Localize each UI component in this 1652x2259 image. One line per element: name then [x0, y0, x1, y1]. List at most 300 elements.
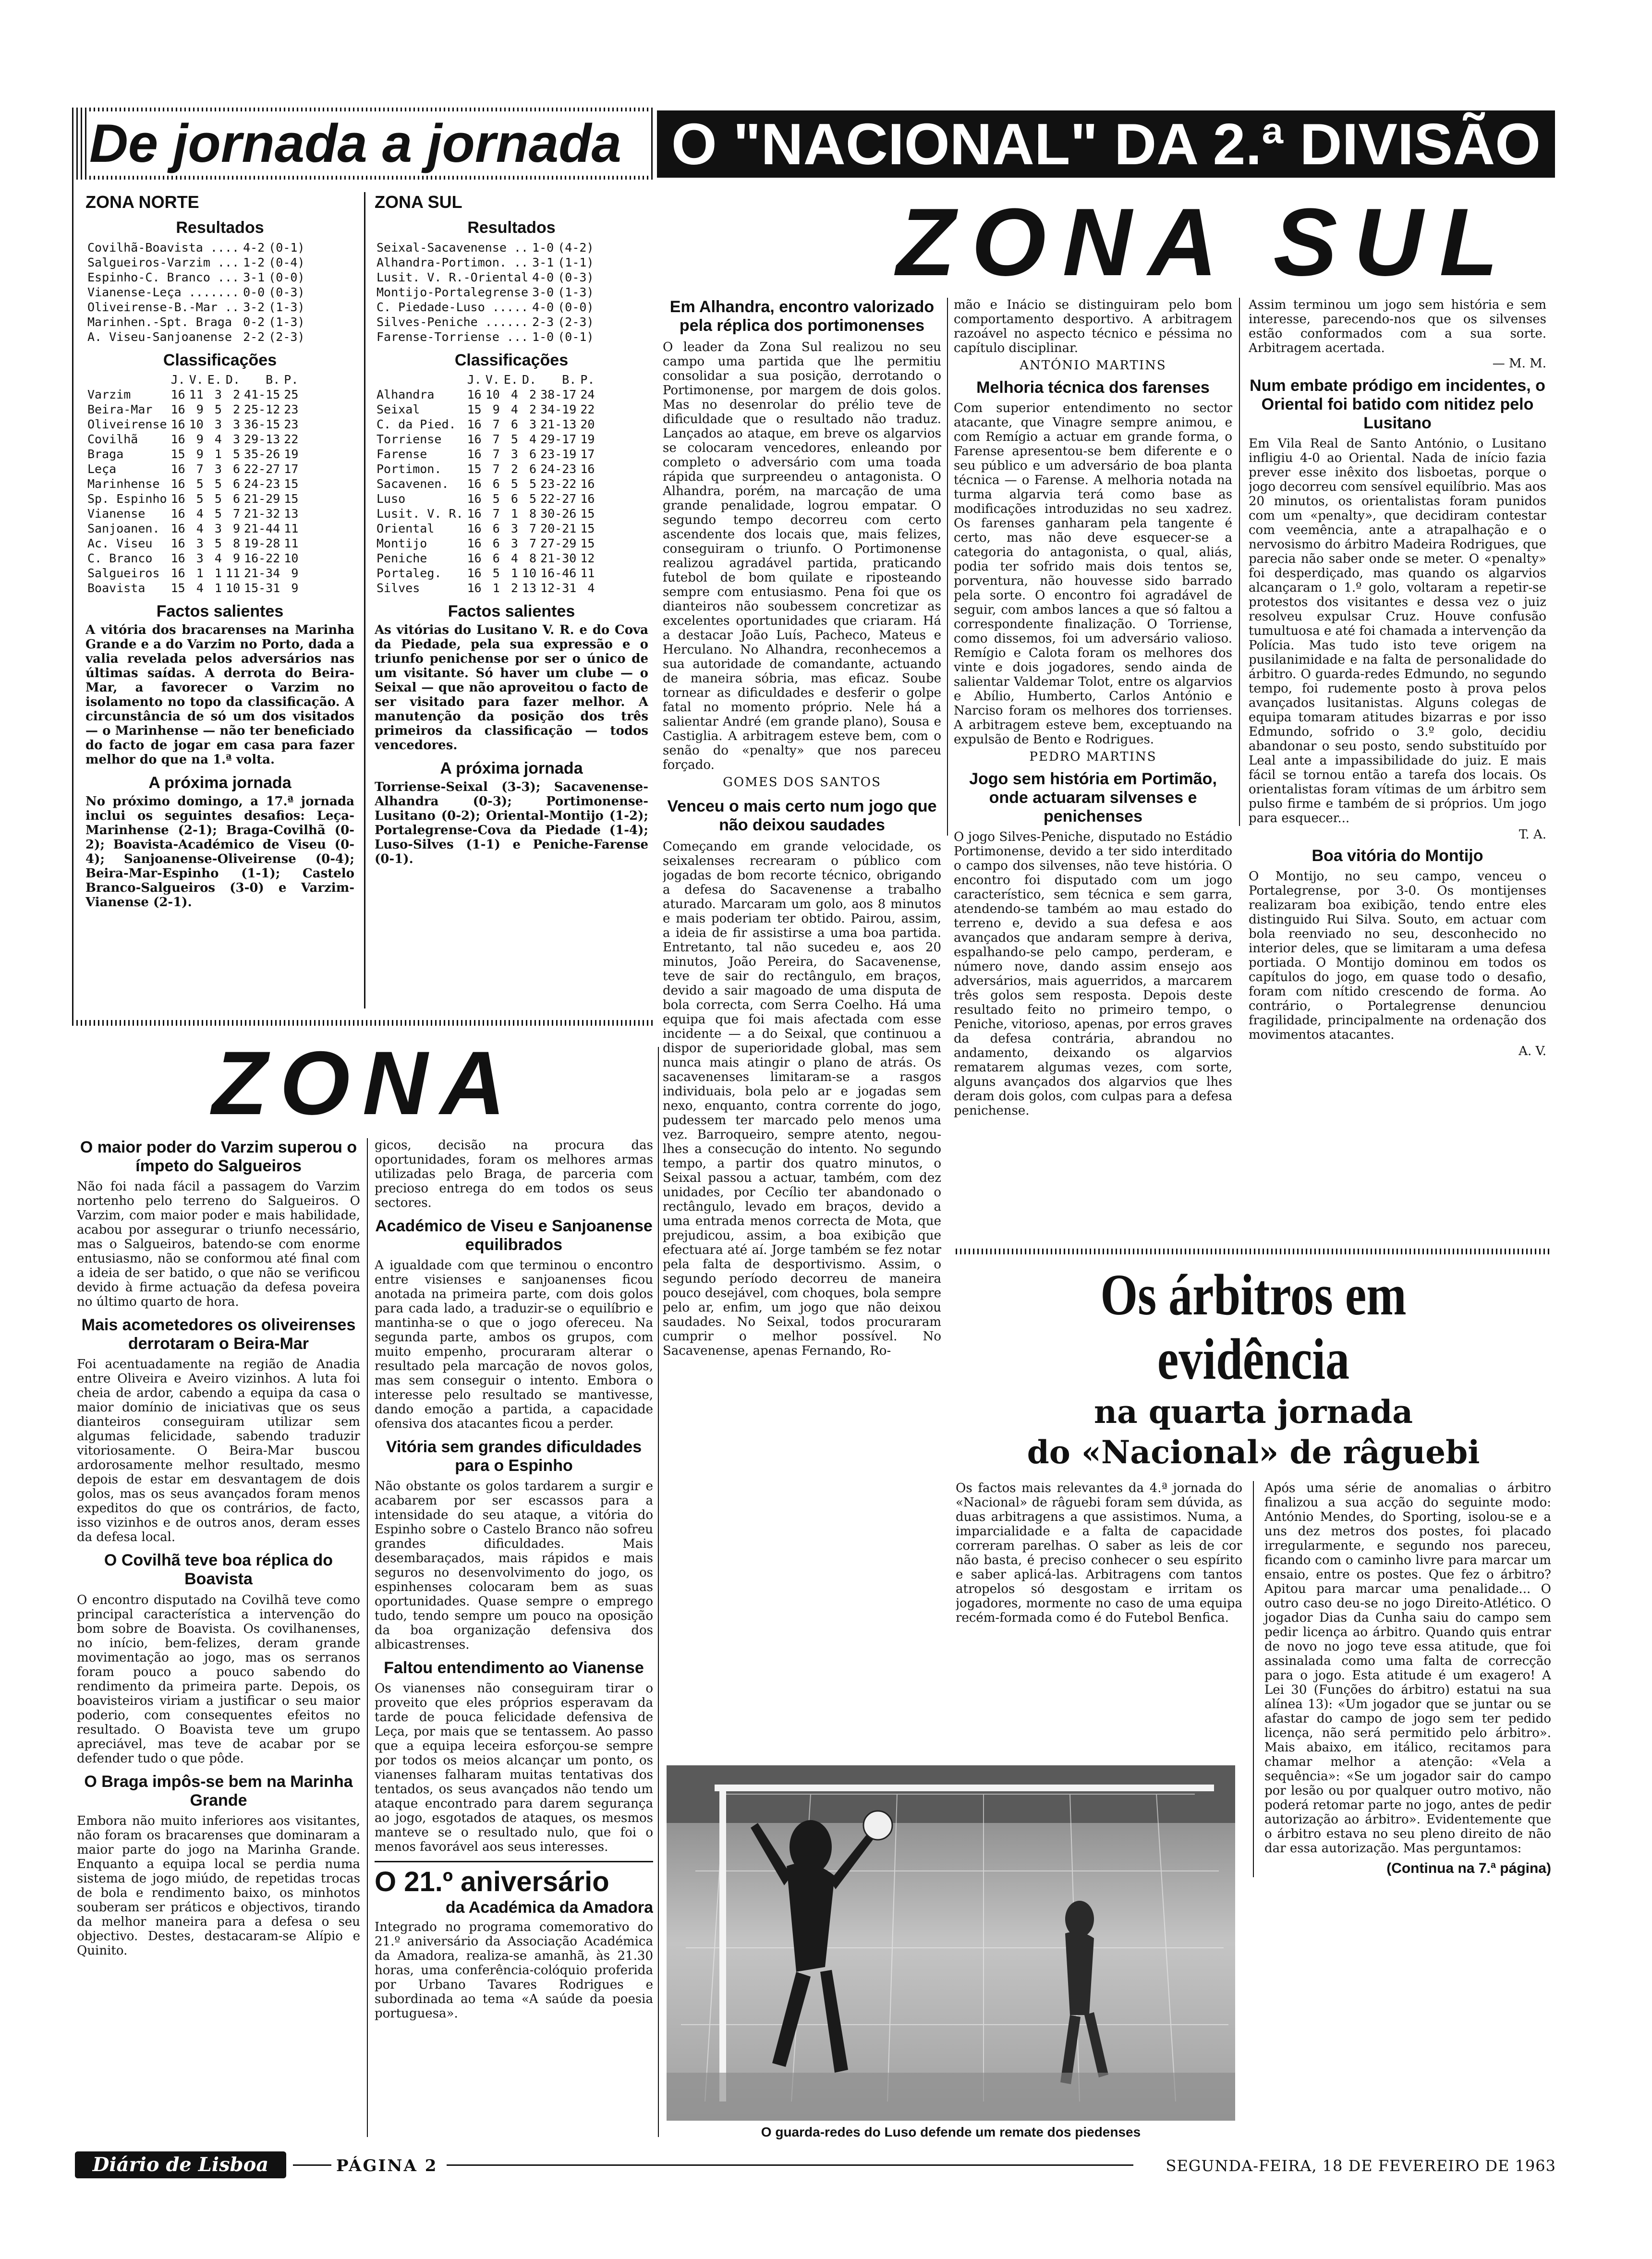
table-cell: 3: [196, 551, 204, 565]
table-cell: 3: [510, 521, 518, 535]
table-cell: J.: [170, 372, 185, 387]
column-divider: [658, 1047, 659, 2137]
table-cell: 12-31: [540, 581, 577, 595]
table-cell: 6: [510, 491, 518, 506]
table-cell: 4: [196, 581, 204, 595]
table-cell: Covilhã: [87, 432, 138, 446]
table-cell: 16: [467, 521, 482, 535]
table-cell: 15: [284, 476, 299, 491]
table-cell: Silves-Peniche ......: [377, 315, 529, 329]
table-cell: (0-0): [268, 270, 305, 285]
table-cell: Oliveirense: [87, 417, 167, 431]
article-body: O jogo Silves-Peniche, disputado no Estádio Portimonense, devido a ter sido interditado o campo dos silvenses, não teve história. O encontro foi disputado com um jogo característico, sem técnica e sem garra, atendendo-se também ao mau estado do terreno e, devido a sua defesa e aos avançados que andaram sempre à deriva, espalhando-se pelo campo, perderam, e número nove, dando assim ensejo aos adversários, mais aguerridos, a marcarem três golos sem resposta. Depois deste resultado feito no primeiro tempo, o Peniche, vitorioso, apenas, por erros graves da defesa contrária, abrandou no andamento, deixando os algarvios rematarem algumas vezes, com sorte, alguns avançados dos algarvios que lhes deram dois golos, com culpas para a defesa penichense.: [954, 830, 1232, 1118]
table-cell: 15: [467, 402, 482, 416]
table-cell: 23: [284, 402, 299, 416]
table-cell: Leça: [87, 462, 117, 476]
separator: [375, 1861, 653, 1862]
article-headline: Venceu o mais certo num jogo que não deixou saudades: [667, 797, 937, 835]
table-cell: 6: [232, 476, 241, 491]
table-cell: 2: [232, 387, 241, 401]
article-headline: O 21.º aniversário: [375, 1866, 609, 1898]
table-cell: 15: [170, 447, 185, 461]
table-cell: 3-0: [532, 285, 554, 300]
article-headline: Vitória sem grandes dificuldades para o Espinho: [386, 1438, 642, 1475]
table-cell: B.: [562, 372, 577, 387]
table-cell: 1: [510, 566, 518, 580]
table-cell: 22: [284, 432, 299, 446]
table-cell: 21-34: [244, 566, 280, 580]
zona-sul-big: ZONA SUL: [896, 189, 1515, 296]
article-body: Em Vila Real de Santo António, o Lusitano infligiu 4-0 ao Oriental. Nada de início fazia prever esse inêxito dos lisboetas, porque o jogo decorreu com sensível equilíbrio. Mas aos 20 minutos, os orientalistas foram punidos com um «penalty», que decidiram contestar com veemência, ante a atrapalhação e o nervosismo do árbitro Madeira Rodrigues, que parecia não saber onde se meter. O «penalty» foi desperdiçado, mas quando os algarvios alcançaram o 1.º golo, voltaram a repetir-se protestos dos visitantes e dessa vez o juiz resolveu expulsar Cruz. Houve confusão tumultuosa e até foi chamada a intervenção da Polícia. Mas tudo isto teve origem na pusilanimidade e na falta de personalidade do árbitro. O guarda-redes Edmundo, no segundo tempo, foi rudemente posto à prova pelos avançados lusitanistas. Alguns colegas de equipa tomaram atitudes bizarras e por isso Edmundo, sofrido o 3.º golo, decidiu abandonar o seu posto, sendo substituído por Leal ante a impassibilidade do juiz. E mais fácil se tornou então a tarefa dos locais. Os orientalistas foram vítimas de um árbitro sem pulso firme e também de si próprios. Um jogo para esquecer...: [1249, 437, 1546, 826]
result-row: [85, 300, 307, 315]
factos-label: Factos salientes: [448, 602, 575, 620]
table-cell: 5: [492, 491, 500, 506]
norte-article-col-2: [375, 1138, 653, 2142]
article-signature: ANTÓNIO MARTINS: [1020, 358, 1166, 373]
zona-norte-big: ZONA: [212, 1032, 518, 1133]
article-headline: Boa vitória do Montijo: [1312, 847, 1483, 865]
table-cell: 16: [170, 566, 185, 580]
results-label: Resultados: [467, 219, 556, 237]
table-cell: 16: [170, 491, 185, 506]
table-cell: 1: [492, 581, 500, 595]
table-cell: 16: [467, 387, 482, 401]
table-cell: Oriental: [377, 521, 435, 535]
proxima-text: Torriense-Seixal (3-3); Sacavenense-Alhandra (0-3); Portimonense-Lusitano (0-2); Oriental-Montijo (1-2); Portalegrense-Cova da Piedade (1-4); Luso-Silves (1-1) e Peniche-Farense (0-1).: [375, 779, 648, 866]
table-cell: 2-2: [243, 330, 265, 344]
table-cell: 5: [492, 566, 500, 580]
proxima-label: A próxima jornada: [440, 759, 583, 777]
table-cell: (2-3): [558, 315, 594, 329]
table-cell: 6: [492, 551, 500, 565]
table-cell: 10: [189, 417, 204, 431]
article-headline: O Covilhã teve boa réplica do Boavista: [104, 1551, 333, 1589]
table-cell: 15: [580, 521, 595, 535]
table-cell: 23-22: [540, 476, 577, 491]
table-cell: 3: [196, 536, 204, 550]
table-cell: 19: [580, 432, 595, 446]
article-headline: Em Alhandra, encontro valorizado pela réplica dos portimonenses: [669, 298, 935, 335]
table-cell: 2: [232, 402, 241, 416]
proxima-label: A próxima jornada: [148, 773, 292, 792]
table-cell: 1-0: [532, 241, 554, 255]
footer-rule: [293, 2164, 331, 2166]
table-cell: 5: [196, 476, 204, 491]
table-cell: 22-27: [540, 491, 577, 506]
table-cell: 24-23: [244, 476, 280, 491]
column-divider: [367, 1138, 368, 2137]
article-body: Foi acentuadamente na região de Anadia entre Oliveira e Aveiro vizinhos. A luta foi cheia de ardor, cabendo a equipa da casa o maior domínio de iniciativas que os seus dianteiros conseguiram utilizar sem algumas felicidade, sabendo traduzir vitoriosamente. O Beira-Mar buscou ardorosamente melhor resultado, mesmo depois de estar em desvantagem de dois golos, mas os seus avançados foram menos expeditos do que os contrários, de facto, isso vizinhos e de outros anos, deram esses da defesa local.: [77, 1357, 360, 1545]
table-cell: 16-46: [540, 566, 577, 580]
table-cell: 16: [170, 506, 185, 521]
sports-photo: [667, 1765, 1235, 2121]
result-row: [85, 270, 307, 285]
table-cell: Farense-Torriense ...: [377, 330, 529, 344]
class-label: Classificações: [163, 351, 277, 370]
table-cell: 1: [214, 581, 222, 595]
table-cell: (1-3): [268, 300, 305, 315]
table-cell: Ac. Viseu: [87, 536, 153, 550]
table-cell: Farense: [377, 447, 427, 461]
table-cell: 15: [580, 506, 595, 521]
table-cell: 8: [529, 551, 537, 565]
table-cell: 6: [529, 462, 537, 476]
table-cell: 7: [492, 417, 500, 431]
table-cell: D.: [522, 372, 537, 387]
classification-row: [375, 417, 596, 432]
banner-title: [657, 110, 1555, 178]
table-cell: 5: [214, 506, 222, 521]
results-table: [85, 240, 307, 344]
table-cell: A. Viseu-Sanjoanense: [87, 330, 232, 344]
article-signature: PEDRO MARTINS: [1029, 750, 1157, 765]
table-cell: 2-3: [532, 315, 554, 329]
table-cell: 7: [529, 536, 537, 550]
table-cell: C. da Pied.: [377, 417, 456, 431]
classification-row: [375, 536, 596, 551]
article-body: Os vianenses não conseguiram tirar o proveito que eles próprios esperavam da tarde de pouca felicidade defensiva de Leça, por mais que se tentassem. Ao passo que a equipa leceira esforçou-se sempre por todos os meios alcançar um ponto, os vianenses falharam muitas tentativas dos tentados, os seus avançados não tendo um ataque encontrado para darem segurança ao jogo, esgotados de ataques, os mesmos manteve se o resultado nulo, que foi o menos favorável aos seus interesses.: [375, 1681, 653, 1855]
table-cell: 15: [170, 581, 185, 595]
classification-row: [85, 536, 300, 551]
table-cell: Montijo: [377, 536, 427, 550]
table-cell: 4-0: [532, 270, 554, 285]
table-cell: 2: [510, 462, 518, 476]
table-cell: 0-0: [243, 285, 265, 300]
article-body: mão e Inácio se distinguiram pelo bom comportamento desportivo. A arbitragem razoável no aspecto técnico e péssima no capítulo disciplinar.: [954, 298, 1232, 355]
table-cell: 21-30: [540, 551, 577, 565]
table-cell: Lusit. V. R.-Oriental: [377, 270, 529, 285]
table-cell: 16: [580, 491, 595, 506]
classification-row: [85, 581, 300, 595]
article-body: Assim terminou um jogo sem história e sem interesse, parecendo-nos que os silvenses estão conformados com a sua sorte. Arbitragem acertada.: [1249, 298, 1546, 355]
table-cell: V.: [485, 372, 500, 387]
photo-caption: O guarda-redes do Luso defende um remate dos piedenses: [761, 2125, 1141, 2139]
classification-row: [375, 432, 596, 447]
zona-norte-stats: [85, 192, 354, 1018]
table-cell: 16: [467, 566, 482, 580]
table-cell: 16: [170, 417, 185, 431]
table-cell: 1: [214, 566, 222, 580]
classification-row: [375, 372, 596, 387]
table-cell: 11: [284, 521, 299, 535]
article-headline: Faltou entendimento ao Vianense: [384, 1659, 644, 1677]
article-subheadline: da Académica da Amadora: [445, 1898, 653, 1917]
result-row: [85, 255, 307, 270]
result-row: [375, 255, 596, 270]
table-cell: Alhandra-Portimon. ..: [377, 255, 529, 270]
section-title-text: De jornada a jornada: [89, 113, 621, 173]
article-signature: GOMES DOS SANTOS: [723, 775, 881, 790]
classification-row: [85, 551, 300, 566]
table-cell: 24: [580, 387, 595, 401]
table-cell: 3: [214, 417, 222, 431]
table-cell: 4: [510, 551, 518, 565]
table-cell: 38-17: [540, 387, 577, 401]
table-cell: E.: [503, 372, 518, 387]
table-cell: 6: [492, 536, 500, 550]
table-cell: Vianense: [87, 506, 146, 521]
table-cell: [85, 372, 169, 387]
rugby-subtitle-2: do «Nacional» de râguebi: [1027, 1433, 1480, 1471]
table-cell: 10: [485, 387, 500, 401]
table-cell: 22: [580, 402, 595, 416]
table-cell: 3: [232, 432, 241, 446]
table-cell: 9: [196, 432, 204, 446]
table-cell: 17: [284, 462, 299, 476]
result-row: [375, 285, 596, 300]
article-body: Não foi nada fácil a passagem do Varzim nortenho pelo terreno do Salgueiros. O Varzim, com maior poder e mais habilidade, acabou por assegurar o triunfo necessário, mas o Salgueiros, batendo-se com enorme entusiasmo, não se conformou até final com a ideia de ser batido, o que não se verificou devido à firme actuação da defesa poveira no último quarto de hora.: [77, 1179, 360, 1310]
table-cell: (0-1): [558, 330, 594, 344]
result-row: [375, 315, 596, 329]
table-cell: 2: [529, 402, 537, 416]
table-cell: 16: [467, 581, 482, 595]
article-body: O Montijo, no seu campo, venceu o Portalegrense, por 3-0. Os montijenses realizaram boa exibição, tendo entre eles distinguido Rui Silva. Souto, em actuar com bola reenviado no seu, desconhecido no interior deles, que se limitaram a uma defesa portiada. O Montijo dominou em todos os capítulos do jogo, em quase todo o desafio, foram com nítido crescendo de forma. Ao contrário, o Portalegrense denunciou fragilidade, principalmente na ordenação dos movimentos atacantes.: [1249, 869, 1546, 1043]
masthead-text: Diário de Lisboa: [92, 2153, 269, 2176]
table-cell: Salgueiros: [87, 566, 160, 580]
classification-row: [85, 417, 300, 432]
table-cell: 12: [580, 551, 595, 565]
table-cell: 21-32: [244, 506, 280, 521]
table-cell: (4-2): [558, 241, 594, 255]
table-cell: 3-1: [243, 270, 265, 285]
table-cell: 27-29: [540, 536, 577, 550]
article-body: Não obstante os golos tardarem a surgir e acabarem por ser escassos para a intensidade do seu ataque, a vitória do Espinho sobre o Castelo Branco não sofreu grandes dificuldades. Mais desembaraçados, mais rápidos e mais seguros no desenvolvimento do jogo, os espinhenses colocaram bem as suas oportunidades. Quase sempre o emprego tudo, tendo sempre um pouco na oposição da boa organização defensiva dos albicastrenses.: [375, 1479, 653, 1652]
table-cell: (0-3): [558, 270, 594, 285]
table-cell: 1-0: [532, 330, 554, 344]
table-cell: Seixal-Sacavenense ..: [377, 241, 529, 255]
table-cell: 7: [529, 521, 537, 535]
table-cell: 5: [214, 536, 222, 550]
table-cell: 6: [529, 447, 537, 461]
table-cell: 3-1: [532, 255, 554, 270]
table-cell: 21-29: [244, 491, 280, 506]
table-cell: P.: [580, 372, 595, 387]
table-cell: 11: [284, 536, 299, 550]
table-cell: 21-13: [540, 417, 577, 431]
table-cell: 16: [170, 551, 185, 565]
table-cell: 5: [232, 447, 241, 461]
classification-row: [85, 387, 300, 402]
table-cell: Oliveirense-B.-Mar ..: [87, 300, 240, 315]
article-headline: Jogo sem história em Portimão, onde actuaram silvenses e penichenses: [969, 770, 1217, 826]
rugby-top-border: [956, 1249, 1551, 1254]
classification-row: [85, 432, 300, 447]
table-cell: 16: [467, 432, 482, 446]
table-cell: (1-3): [268, 315, 305, 329]
rugby-col-2: Após uma série de anomalias o árbitro finalizou a sua acção do seguinte modo: António Mendes, do Sporting, isolou-se e a uns dez metros dos postes, foi placado irregularmente, e segundo nos pareceu, ficando com o caminho livre para marcar um ensaio, entre os postes. Que fez o árbitro? Apitou para marcar uma penalidade... O outro caso deu-se no jogo Direito-Atlético. O jogador Dias da Cunha saiu do campo sem pedir licença ao árbitro. Quando quis entrar de novo no jogo teve essa atitude, que foi assinalada como uma falta de correcção para o jogo. Esta atitude é um exagero! A Lei 30 (Funções do árbitro) estatui na sua alínea 13): «Um jogador que se juntar ou se afastar do campo de jogo sem ter pedido licença, não será permitido pelo árbitro». Mais abaixo, em itálico, recitamos para chamar melhor a atenção: «Vela a sequência»: «Se um jogador sair do campo por lesão ou por qualquer outro motivo, não poderá retomar parte no jogo, antes de pedir autorização ao árbitro». Evidentemente que o árbitro estava no seu pleno direito de não dar essa autorização. Mas perguntamos:: [1264, 1481, 1551, 1856]
result-row: [375, 300, 596, 315]
article-body: O encontro disputado na Covilhã teve como principal característica a intervenção do bom sobre de Boavista. Os covilhanenses, no início, bem-felizes, deram grande movimentação ao jogo, mas os serranos foram pouco a pouco sabendo do rendimento da primeira parte. Depois, os boavisteiros viriam a justificar o seu maior poderio, com consequentes efeitos no resultado. O Boavista teve um grupo apreciável, mas teve de acabar por se defender tudo o que pôde.: [77, 1592, 360, 1766]
result-row: [375, 240, 596, 255]
column-divider: [1253, 1481, 1254, 1877]
table-cell: 36-15: [244, 417, 280, 431]
result-row: [375, 270, 596, 285]
classification-row: [375, 566, 596, 581]
table-cell: 10: [225, 581, 241, 595]
table-cell: 4-2: [243, 241, 265, 255]
rugby-subtitle-1: na quarta jornada: [1094, 1393, 1413, 1431]
article-body: Integrado no programa comemorativo do 21.º aniversário da Associação Académica da Amadora, realiza-se amanhã, às 21.30 horas, uma conferência-colóquio proferida por Urbano Tavares Rodrigues e subordinada ao tema «A saúde da poesia portuguesa».: [375, 1920, 653, 2021]
article-body: A igualdade com que terminou o encontro entre visienses e sanjoanenses ficou anotada na primeira parte, com dois golos para cada lado, a traduzir-se o equilíbrio e mantinha-se o que o jogo ofereceu. Na segunda parte, ambos os grupos, com muito empenho, procuraram alterar o resultado pela marcação de novos golos, mas sem conseguir o intento. Embora o interesse pelo resultado se mantivesse, dando emoção a partida, a capacidade ofensiva dos atacantes ficou a perder.: [375, 1258, 653, 1432]
table-cell: 20: [580, 417, 595, 431]
proxima-text: No próximo domingo, a 17.ª jornada inclui os seguintes desafios: Leça-Marinhense (2-1); Braga-Covilhã (0-2); Boavista-Académico de Viseu (0-4); Sanjoanense-Oliveirense (0-4); Beira-Mar-Espinho (1-1); Castelo Branco-Salgueiros (3-0) e Varzim-Vianense (2-1).: [85, 794, 354, 910]
table-cell: 11: [225, 566, 241, 580]
table-cell: 5: [196, 491, 204, 506]
article-headline: O Braga impôs-se bem na Marinha Grande: [84, 1772, 353, 1810]
table-cell: 9: [291, 566, 299, 580]
table-cell: 7: [492, 447, 500, 461]
table-cell: 13: [522, 581, 537, 595]
table-cell: Marinhense: [87, 476, 160, 491]
classification-row: [375, 491, 596, 506]
table-cell: 3: [510, 536, 518, 550]
classification-row: [85, 491, 300, 506]
table-cell: Peniche: [377, 551, 427, 565]
table-cell: Sacavenen.: [377, 476, 449, 491]
table-cell: 1: [214, 447, 222, 461]
table-cell: 4: [214, 432, 222, 446]
table-cell: 4-0: [532, 300, 554, 315]
article-body: O leader da Zona Sul realizou no seu campo uma partida que lhe permitiu consolidar a sua posição, derrotando o Portimonense, por margem de dois golos. Mas no desenrolar do prélio teve de dificuldade que o resultado não traduz. Lançados ao ataque, em breve os algarvios se colocaram vencedores, enleando por completo o adversário com uma toada rápida que surpreendeu o antagonista. O Alhandra, porém, na marcação de uma grande penalidade, logrou empatar. O segundo tempo decorreu com certo ascendente dos locais que, mais felizes, conseguiram o triunfo. O Portimonense realizou agradável partida, praticando futebol de bom quilate e riposteando sempre com entusiasmo. Pena foi que os dianteiros não soubessem concretizar as excelentes oportunidades que criaram. Há a destacar João Luís, Pacheco, Mateus e Herculano. No Alhandra, reconhecemos a sua autoridade de comandante, actuando de maneira sóbria, mas eficaz. Soube tornear as dificuldades e desferir o golpe fatal no momento próprio. Nele há a salientar André (em grande plano), Sousa e Castiglia. A arbitragem esteve bem, com o senão do «penalty» que nos pareceu forçado.: [663, 340, 941, 773]
table-cell: D.: [225, 372, 241, 387]
table-cell: (0-0): [558, 300, 594, 315]
table-cell: (1-3): [558, 285, 594, 300]
table-cell: 19: [284, 447, 299, 461]
table-cell: 16: [170, 536, 185, 550]
table-cell: 5: [510, 432, 518, 446]
table-cell: Torriense: [377, 432, 442, 446]
table-cell: 7: [492, 432, 500, 446]
table-cell: Portimon.: [377, 462, 442, 476]
table-cell: 16: [467, 551, 482, 565]
table-cell: 9: [232, 521, 241, 535]
table-cell: (0-1): [268, 241, 305, 255]
table-cell: 3: [232, 417, 241, 431]
table-cell: J.: [467, 372, 482, 387]
classification-row: [85, 447, 300, 462]
factos-text: As vitórias do Lusitano V. R. e do Cova da Piedade, pela sua expressão e o triunfo penichense por ser o único de um visitante. Só haver um clube — o Seixal — que não aproveitou o facto de ser visitado para fazer melhor. A manutenção da posição dos três primeiros da classificação — todos vencedores.: [375, 622, 648, 753]
table-cell: Covilhã-Boavista ....: [87, 241, 240, 255]
table-cell: 35-26: [244, 447, 280, 461]
table-cell: 6: [510, 417, 518, 431]
sul-article-col-3: [1249, 298, 1546, 1277]
table-cell: 3: [529, 417, 537, 431]
classification-table: [85, 372, 300, 595]
class-label: Classificações: [454, 351, 569, 370]
table-cell: Marinhen.-Spt. Braga: [87, 315, 232, 329]
table-cell: 16: [467, 491, 482, 506]
rugby-title: Os árbitros em evidência: [1100, 1263, 1407, 1392]
classification-row: [85, 372, 300, 387]
table-cell: 17: [580, 447, 595, 461]
classification-row: [375, 447, 596, 462]
table-cell: 10: [522, 566, 537, 580]
table-cell: 7: [196, 462, 204, 476]
continua-note: (Continua na 7.ª página): [1386, 1860, 1551, 1876]
table-cell: (1-1): [558, 255, 594, 270]
table-cell: 22-27: [244, 462, 280, 476]
footer-rule: [447, 2164, 1133, 2166]
table-cell: 5: [529, 491, 537, 506]
factos-label: Factos salientes: [156, 602, 284, 620]
table-cell: 16: [170, 402, 185, 416]
footer-page: PÁGINA 2: [336, 2156, 438, 2175]
table-cell: Varzim: [87, 387, 131, 401]
table-cell: 16: [580, 476, 595, 491]
table-cell: 34-19: [540, 402, 577, 416]
table-cell: C. Branco: [87, 551, 153, 565]
table-cell: 2: [510, 581, 518, 595]
table-cell: 4: [510, 402, 518, 416]
table-cell: 23-19: [540, 447, 577, 461]
table-cell: 6: [232, 491, 241, 506]
table-cell: 23: [284, 417, 299, 431]
classification-row: [375, 581, 596, 595]
table-cell: 19-28: [244, 536, 280, 550]
table-cell: 20-21: [540, 521, 577, 535]
table-cell: Sp. Espinho: [87, 491, 167, 506]
table-cell: 6: [492, 476, 500, 491]
table-cell: Luso: [377, 491, 406, 506]
result-row: [85, 285, 307, 300]
table-cell: 9: [196, 402, 204, 416]
classification-row: [375, 521, 596, 536]
table-cell: 10: [284, 551, 299, 565]
table-cell: [375, 372, 465, 387]
table-cell: 8: [529, 506, 537, 521]
footer-masthead: [75, 2151, 286, 2178]
table-cell: C. Piedade-Luso .....: [377, 300, 529, 315]
table-cell: 3-2: [243, 300, 265, 315]
result-row: [85, 315, 307, 329]
table-cell: Beira-Mar: [87, 402, 153, 416]
article-headline: O maior poder do Varzim superou o ímpeto do Salgueiros: [80, 1138, 357, 1176]
result-row: [85, 240, 307, 255]
article-body: gicos, decisão na procura das oportunidades, foram os melhores armas utilizadas pelo Braga, de parceria com precioso entrega do em todos os seus sectores.: [375, 1138, 653, 1210]
table-cell: 1: [510, 506, 518, 521]
classification-row: [375, 476, 596, 491]
table-cell: 16: [170, 521, 185, 535]
table-cell: 3: [214, 521, 222, 535]
table-cell: 8: [232, 536, 241, 550]
rugby-col-1: Os factos mais relevantes da 4.ª jornada do «Nacional» de râguebi foram sem dúvida, as duas arbitragens a que assistimos. Numa, a imparcialidade e a falta de capacidade correram parelhas. O saber as leis de cor não basta, é preciso conhecer o seu espírito e saber aplicá-las. Arbitragens com tantos atropelos só desgostam e irritam os jogadores, mormente no caso de uma equipa recém-formada como é do Futebol Benfica.: [956, 1481, 1242, 1625]
table-cell: 5: [510, 476, 518, 491]
classification-row: [375, 402, 596, 417]
table-cell: Braga: [87, 447, 124, 461]
table-cell: 15-31: [244, 581, 280, 595]
table-cell: B.: [266, 372, 280, 387]
classification-row: [85, 462, 300, 476]
footer-date: SEGUNDA-FEIRA, 18 DE FEVEREIRO DE 1963: [1166, 2157, 1556, 2175]
table-cell: E.: [207, 372, 222, 387]
table-cell: 15: [284, 491, 299, 506]
table-cell: Montijo-Portalegrense: [377, 285, 529, 300]
table-cell: 11: [189, 387, 204, 401]
table-cell: P.: [284, 372, 299, 387]
column-divider: [364, 192, 365, 1008]
article-headline: Melhoria técnica dos farenses: [976, 378, 1210, 397]
table-cell: 41-15: [244, 387, 280, 401]
results-label: Resultados: [176, 219, 264, 237]
left-columns-frame: [72, 180, 76, 1025]
table-cell: V.: [189, 372, 204, 387]
table-cell: 6: [492, 521, 500, 535]
classification-row: [375, 506, 596, 521]
table-cell: 5: [529, 476, 537, 491]
table-cell: 2: [529, 387, 537, 401]
classification-row: [85, 476, 300, 491]
table-cell: 5: [214, 476, 222, 491]
